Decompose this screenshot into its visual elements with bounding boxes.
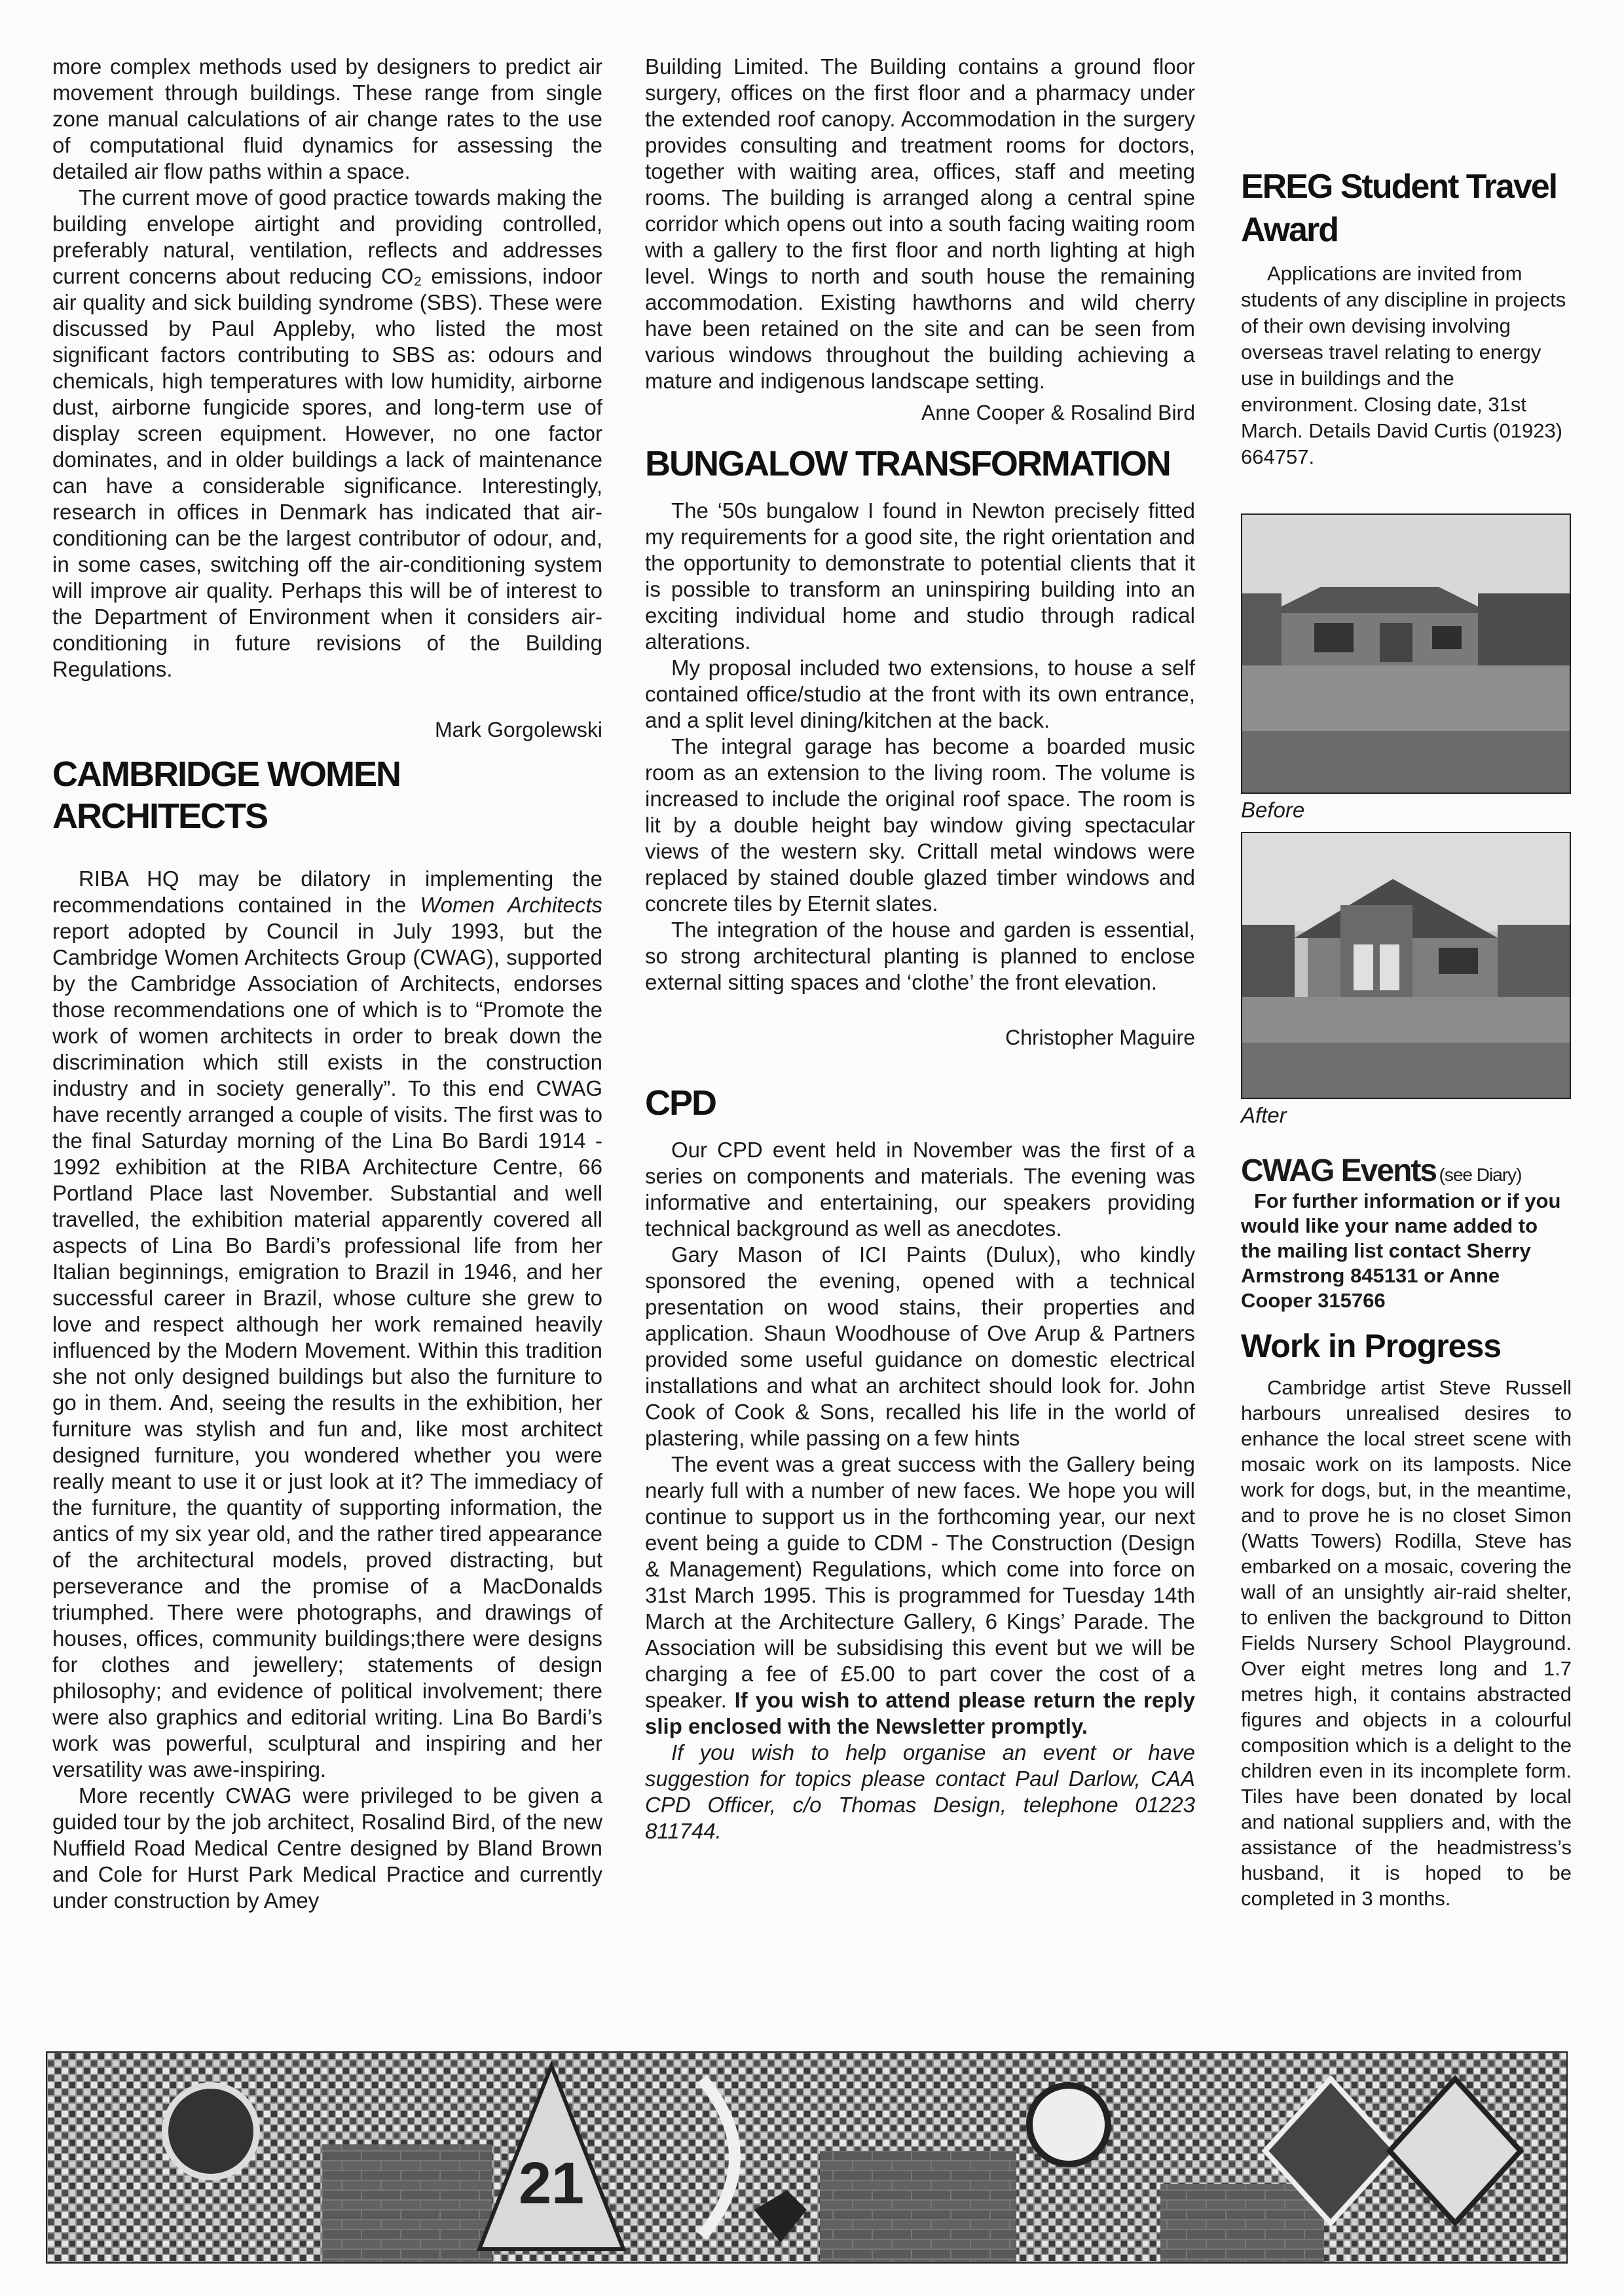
- text-run: RIBA HQ may be dilatory in implementing the recommendations contained in the: [52, 867, 602, 917]
- mosaic-photo-strip: [46, 2051, 1568, 2264]
- article-paragraph: Building Limited. The Building contains a ground floor surgery, offices on the first floor and a pharmacy under the extended roof canopy. Accommodation in the surgery provides consulting and treatment rooms for doctors, together with waiting area, offices, staff and meeting rooms. The building is arranged along a central spine corridor which opens out into a south facing waiting room with a gallery to the first floor and north lighting at high level. Wings to north and south house the remaining accommodation. Existing hawthorns and wild cherry have been retained on the site and can be seen from various windows throughout the building achieving a mature and indigenous landscape setting.: [645, 54, 1195, 393]
- see-diary-note: (see Diary): [1439, 1165, 1522, 1185]
- before-photo: [1241, 513, 1571, 794]
- contact-note: If you wish to help organise an event or have suggestion for topics please contact Paul Darlow, CAA CPD Officer, c/o Thomas Design, telephone 01223 811744.: [645, 1740, 1195, 1843]
- article-paragraph: The integration of the house and garden is essential, so strong architectural planting is planned to enclose external sitting spaces and ‘clothe’ the front elevation.: [645, 918, 1195, 994]
- photo-caption: After: [1241, 1103, 1287, 1127]
- cwag-events-title: CWAG Events: [1241, 1153, 1437, 1188]
- after-photo: [1241, 832, 1571, 1099]
- article-paragraph: [645, 1451, 1195, 1740]
- column-middle: [645, 54, 1195, 1844]
- photo-caption: Before: [1241, 798, 1305, 822]
- bungalow-body: [645, 498, 1195, 996]
- column-right: [1241, 54, 1572, 1911]
- article-paragraph: Our CPD event held in November was the first of a series on components and materials. The evening was informative and entertaining, our speakers providing technical background as well as anecdotes.: [645, 1138, 1195, 1241]
- cwa-heading: CAMBRIDGE WOMEN ARCHITECTS: [52, 755, 400, 836]
- article-paragraph: My proposal included two extensions, to house a self contained office/studio at the front with its own entrance, and a split level dining/kitchen at the back.: [645, 656, 1195, 732]
- ereg-text: Applications are invited from students of any discipline in projects of their own devising involving overseas travel relating to energy use in buildings and the environment. Closing date, 31st March. Details David Curtis (01923) 664757.: [1241, 262, 1566, 468]
- article-paragraph: More recently CWAG were privileged to be given a guided tour by the job architect, Rosalind Bird, of the new Nuffield Road Medical Centre designed by Bland Brown and Cole for Hurst Park Medical Practice and currently under construction by Amey: [52, 1783, 602, 1912]
- column-left: [52, 54, 602, 1914]
- article-paragraph: The current move of good practice towards making the building envelope airtight and providing controlled, preferably natural, ventilation, reflects and addresses current concerns about reducing CO₂ emissions, indoor air quality and sick building syndrome (SBS). These were discussed by Paul Appleby, who listed the most significant factors contributing to SBS as: odours and chemicals, high temperatures with low humidity, airborne dust, airborne fungicide spores, and long-term use of display screen equipment. However, no one factor dominates, and in older buildings a lack of maintenance can have a considerable significance. Interestingly, research in offices in Denmark has indicated that air-conditioning can be the largest contributor of odour, and, in some cases, switching off the air-conditioning system will improve air quality. Perhaps this will be of interest to the Department of Environment when it considers air-conditioning in future revisions of the Building Regulations.: [52, 185, 602, 681]
- bungalow-heading: BUNGALOW TRANSFORMATION: [645, 444, 1170, 483]
- mosaic-number: 21: [518, 2151, 585, 2216]
- attend-notice: If you wish to attend please return the reply slip enclosed with the Newsletter promptly.: [645, 1688, 1196, 1738]
- report-title: Women Architects: [420, 893, 602, 917]
- cpd-body: [645, 1137, 1195, 1844]
- article-paragraph: more complex methods used by designers to predict air movement through buildings. These range from single zone manual calculations of air change rates to the use of computational fluid dynamics for assessing the detailed air flow paths within a space.: [52, 54, 602, 183]
- cwag-events-heading: [1241, 1153, 1572, 1189]
- author-signature: Christopher Maguire: [1005, 1026, 1195, 1049]
- cwag-events-text: For further information or if you would like your name added to the mailing list contact Sherry Armstrong 845131 or Anne Cooper 315766: [1241, 1189, 1561, 1312]
- text-run: The event was a great success with the Gallery being nearly full with a number of new faces. We hope you will continue to support us in the forthcoming year, our next event being a guide to CDM - The Construction (Design & Management) Regulations, which come into force on 31st March 1995. This is programmed for Tuesday 14th March at the Architecture Gallery, 6 Kings’ Parade. The Association will be subsidising this event but we will be charging a fee of £5.00 to part cover the cost of a speaker.: [645, 1452, 1195, 1712]
- cpd-heading: CPD: [645, 1083, 716, 1123]
- article-paragraph: The ‘50s bungalow I found in Newton precisely fitted my requirements for a good site, the right orientation and the opportunity to demonstrate to potential clients that it is possible to transform an uninspiring building into an exciting individual home and studio through radical alterations.: [645, 498, 1195, 654]
- wip-text: Cambridge artist Steve Russell harbours unrealised desires to enhance the local street scene with mosaic work on its lamposts. Nice work for dogs, but, in the meantime, and to prove he is no closet Simon (Watts Towers) Rodilla, Steve has embarked on a mosaic, covering the wall of an unsightly air-raid shelter, to enliven the background to Ditton Fields Nursery School Playground. Over eight metres long and 1.7 metres high, it contains abstracted figures and objects in a colourful composition which is a delight to the children even in its incomplete form. Tiles have been donated by local and national suppliers and, with the assistance of the headmistress’s husband, it is hoped to be completed in 3 months.: [1241, 1376, 1572, 1910]
- article-paragraph: [52, 866, 602, 1783]
- article-paragraph: The integral garage has become a boarded music room as an extension to the living room. The volume is increased to include the original roof space. The room is lit by a double height bay window giving spectacular views of the western sky. Crittall metal windows were replaced by stained double glazed timber windows and concrete tiles by Eternit slates.: [645, 734, 1195, 916]
- text-run: report adopted by Council in July 1993, but the Cambridge Women Architects Group (CWAG), supported by the Cambridge Association of Architects, endorses those recommendations one of which is to “Promote the work of women architects in order to break down the discrimination which still exists in the construction industry and in society generally”. To this end CWAG have recently arranged a couple of visits. The first was to the final Saturday morning of the Lina Bo Bardi 1914 - 1992 exhibition at the RIBA Architecture Centre, 66 Portland Place last November. Substantial and well travelled, the exhibition material apparently covered all aspects of Lina Bo Bardi’s professional life from her Italian beginnings, emigration to Brazil in 1946, and her successful career in Brazil, whose culture she grew to love and respect although her work remained heavily influenced by the Modern Movement. Within this tradition she not only designed buildings but also the furniture to go in them. And, seeing the results in the exhibition, her furniture was stylish and fun and, like most architect designed furniture, you wondered whether you were really meant to use it or just look at it? The immediacy of the furniture, the quantity of supporting information, the antics of my six year old, and the rather tired appearance of the architectural models, proved distracting, but perseverance and the promise of a MacDonalds triumphed. There were photographs, and drawings of houses, offices, community buildings;there were designs for clothes and jewellery; statements of design philosophy; and evidence of political involvement; there were also graphics and editorial writing. Lina Bo Bardi’s work was powerful, sculptural and inspiring and her versatility was awe-inspiring.: [52, 919, 602, 1782]
- article-paragraph: Gary Mason of ICI Paints (Dulux), who kindly sponsored the evening, opened with a technical presentation on wood stains, their properties and application. Shaun Woodhouse of Ove Arup & Partners provided some useful guidance on domestic electrical installations and what an architect should look for. John Cook of Cook & Sons, recalled his life in the world of plastering, while passing on a few hints: [645, 1242, 1195, 1450]
- author-signature: Mark Gorgolewski: [434, 718, 602, 741]
- ereg-heading: EREG Student Travel Award: [1241, 168, 1557, 249]
- wip-heading: Work in Progress: [1241, 1328, 1502, 1364]
- author-signature: Anne Cooper & Rosalind Bird: [921, 401, 1195, 424]
